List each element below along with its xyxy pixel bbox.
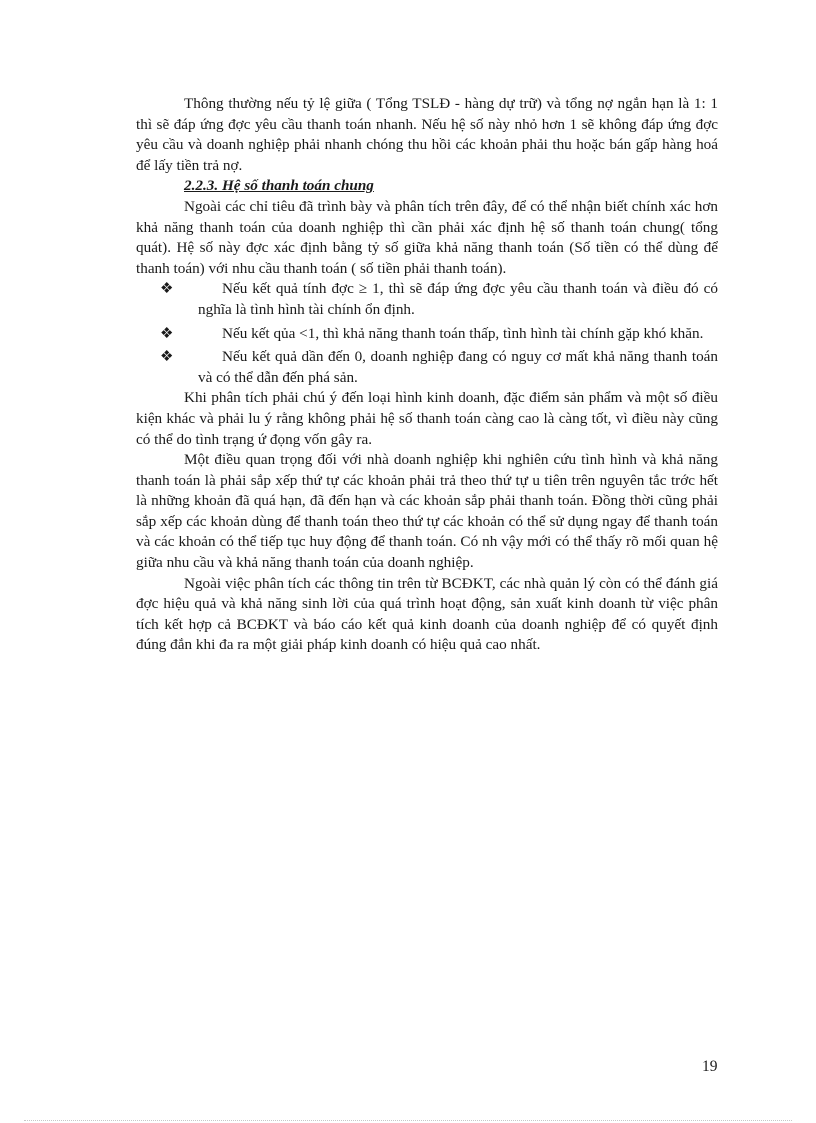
bullet-text: Nếu kết quả dần đến 0, doanh nghiệp đang có nguy cơ mất khả năng thanh toán và có thể dẫn đến phá sản. (198, 348, 718, 386)
diamond-bullet-icon: ❖ (160, 281, 174, 298)
bullet-text: Nếu kết qủa <1, thì khả năng thanh toán thấp, tình hình tài chính gặp khó khăn. (222, 324, 704, 342)
paragraph-analysis-note: Khi phân tích phải chú ý đến loại hình kinh doanh, đặc điểm sản phẩm và một số điều kiện khác và phải lu ý rằng không phải hệ số thanh toán càng cao là càng tốt, vì điều này cũng có thể do tình trạng ứ đọng vốn gây ra. (136, 389, 718, 448)
paragraph-conclusion: Ngoài việc phân tích các thông tin trên từ BCĐKT, các nhà quản lý còn có thể đánh giá đợc hiệu quả và khả năng sinh lời của quá trình hoạt động, sản xuất kinh doanh từ việc phân tích kết hợp cả BCĐKT và báo cáo kết quả kinh doanh của doanh nghiệp để có quyết định đúng đắn khi đa ra một giải pháp kinh doanh có hiệu quả cao nhất. (136, 574, 718, 654)
document-page (136, 94, 718, 656)
bullet-item (136, 279, 718, 320)
page-bottom-divider (24, 1120, 792, 1121)
section-heading: 2.2.3. Hệ số thanh toán chung (184, 177, 374, 195)
diamond-bullet-icon: ❖ (160, 349, 174, 366)
bullet-text: Nếu kết quả tính đợc ≥ 1, thì sẽ đáp ứng đợc yêu cầu thanh toán và điều đó có nghĩa là tình hình tài chính ổn định. (198, 280, 718, 318)
bullet-item (136, 324, 718, 345)
diamond-bullet-icon: ❖ (160, 325, 174, 342)
page-number: 19 (702, 1058, 718, 1075)
bullet-item (136, 347, 718, 388)
paragraph-general-ratio-intro: Ngoài các chỉ tiêu đã trình bày và phân tích trên đây, để có thể nhận biết chính xác hơn khả năng thanh toán của doanh nghiệp thì cần phải xác định hệ số thanh toán chung( tổng quát). Hệ số này đợc xác định bằng tỷ số giữa khả năng thanh toán (Số tiền có thể dùng để thanh toán) với nhu cầu thanh toán ( số tiền phải thanh toán). (136, 197, 718, 277)
paragraph-payment-priority: Một điều quan trọng đối với nhà doanh nghiệp khi nghiên cứu tình hình và khả năng thanh toán là phải sắp xếp thứ tự các khoản phải trả theo thứ tự u tiên trên nguyên tắc trớc hết là những khoản đã quá hạn, đã đến hạn và các khoản sắp phải thanh toán. Đồng thời cũng phải sắp xếp các khoản dùng để thanh toán theo thứ tự các khoản có thể sử dụng ngay để thanh toán và các khoản có thể tiếp tục huy động để thanh toán. Có nh vậy mới có thể thấy rõ mối quan hệ giữa nhu cầu và khả năng thanh toán của doanh nghiệp. (136, 451, 718, 572)
paragraph-quick-ratio-note: Thông thường nếu tỷ lệ giữa ( Tổng TSLĐ - hàng dự trữ) và tổng nợ ngắn hạn là 1: 1 thì sẽ đáp ứng đợc yêu cầu thanh toán nhanh. Nếu hệ số này nhỏ hơn 1 sẽ không đáp ứng đợc yêu cầu và doanh nghiệp phải nhanh chóng thu hồi các khoản phải thu hoặc bán gấp hàng hoá để lấy tiền trả nợ. (136, 95, 718, 174)
